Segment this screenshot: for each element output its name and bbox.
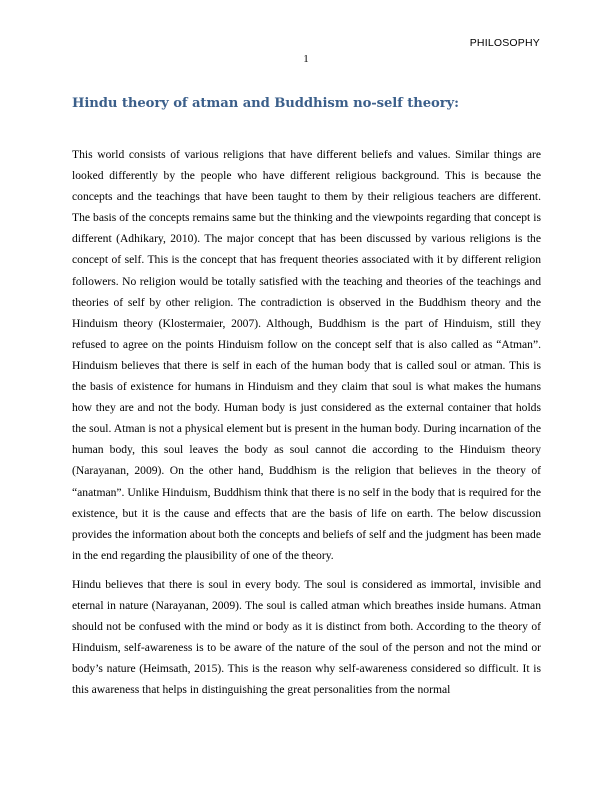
paragraph: This world consists of various religions that have different beliefs and values. Similar things are looked differently by the people who have different religious background. This is because the concepts and the teachings that have been taught to them by their religious teachers are different. The basis of the concepts remains same but the thinking and the viewpoints regarding that concept is different (Adhikary, 2010). The major concept that has been discussed by various religions is the concept of self. This is the concept that has frequent theories associated with it by different religion followers. No religion would be totally satisfied with the teaching and theories of the teachings and theories of self by other religion. The contradiction is observed in the Buddhism theory and the Hinduism theory (Klostermaier, 2007). Although, Buddhism is the part of Hinduism, still they refused to agree on the points Hinduism follow on the concept self that is also called as “Atman”. Hinduism believes that there is self in each of the human body that is called soul or atman. This is the basis of existence for humans in Hinduism and they claim that soul is what makes the humans how they are and not the body. Human body is just considered as the external container that holds the soul. Atman is not a physical element but is present in the human body. During incarnation of the human body, this soul leaves the body as soul cannot die according to the Hinduism theory (Narayanan, 2009). On the other hand, Buddhism is the religion that believes in the theory of “anatman”. Unlike Hinduism, Buddhism think that there is no self in the body that is required for the existence, but it is the cause and effects that are the basis of life on earth. The below discussion provides the information about both the concepts and beliefs of self and the judgment has been made in the end regarding the plausibility of one of the theory. — [72, 148, 541, 562]
page-number: 1 — [303, 53, 309, 65]
paragraph: Hindu believes that there is soul in every body. The soul is considered as immortal, invisible and eternal in nature (Narayanan, 2009). The soul is called atman which breathes inside humans. Atman should not be confused with the mind or body as it is distinct from both. According to the theory of Hinduism, self-awareness is to be aware of the nature of the soul of the person and not the mind or body’s nature (Heimsath, 2015). This is the reason why self-awareness considered so difficult. It is this awareness that helps in distinguishing the great personalities from the normal — [72, 577, 541, 697]
document-body — [72, 144, 541, 708]
running-head: PHILOSOPHY — [469, 37, 540, 49]
section-heading: Hindu theory of atman and Buddhism no-self theory: — [72, 96, 459, 111]
